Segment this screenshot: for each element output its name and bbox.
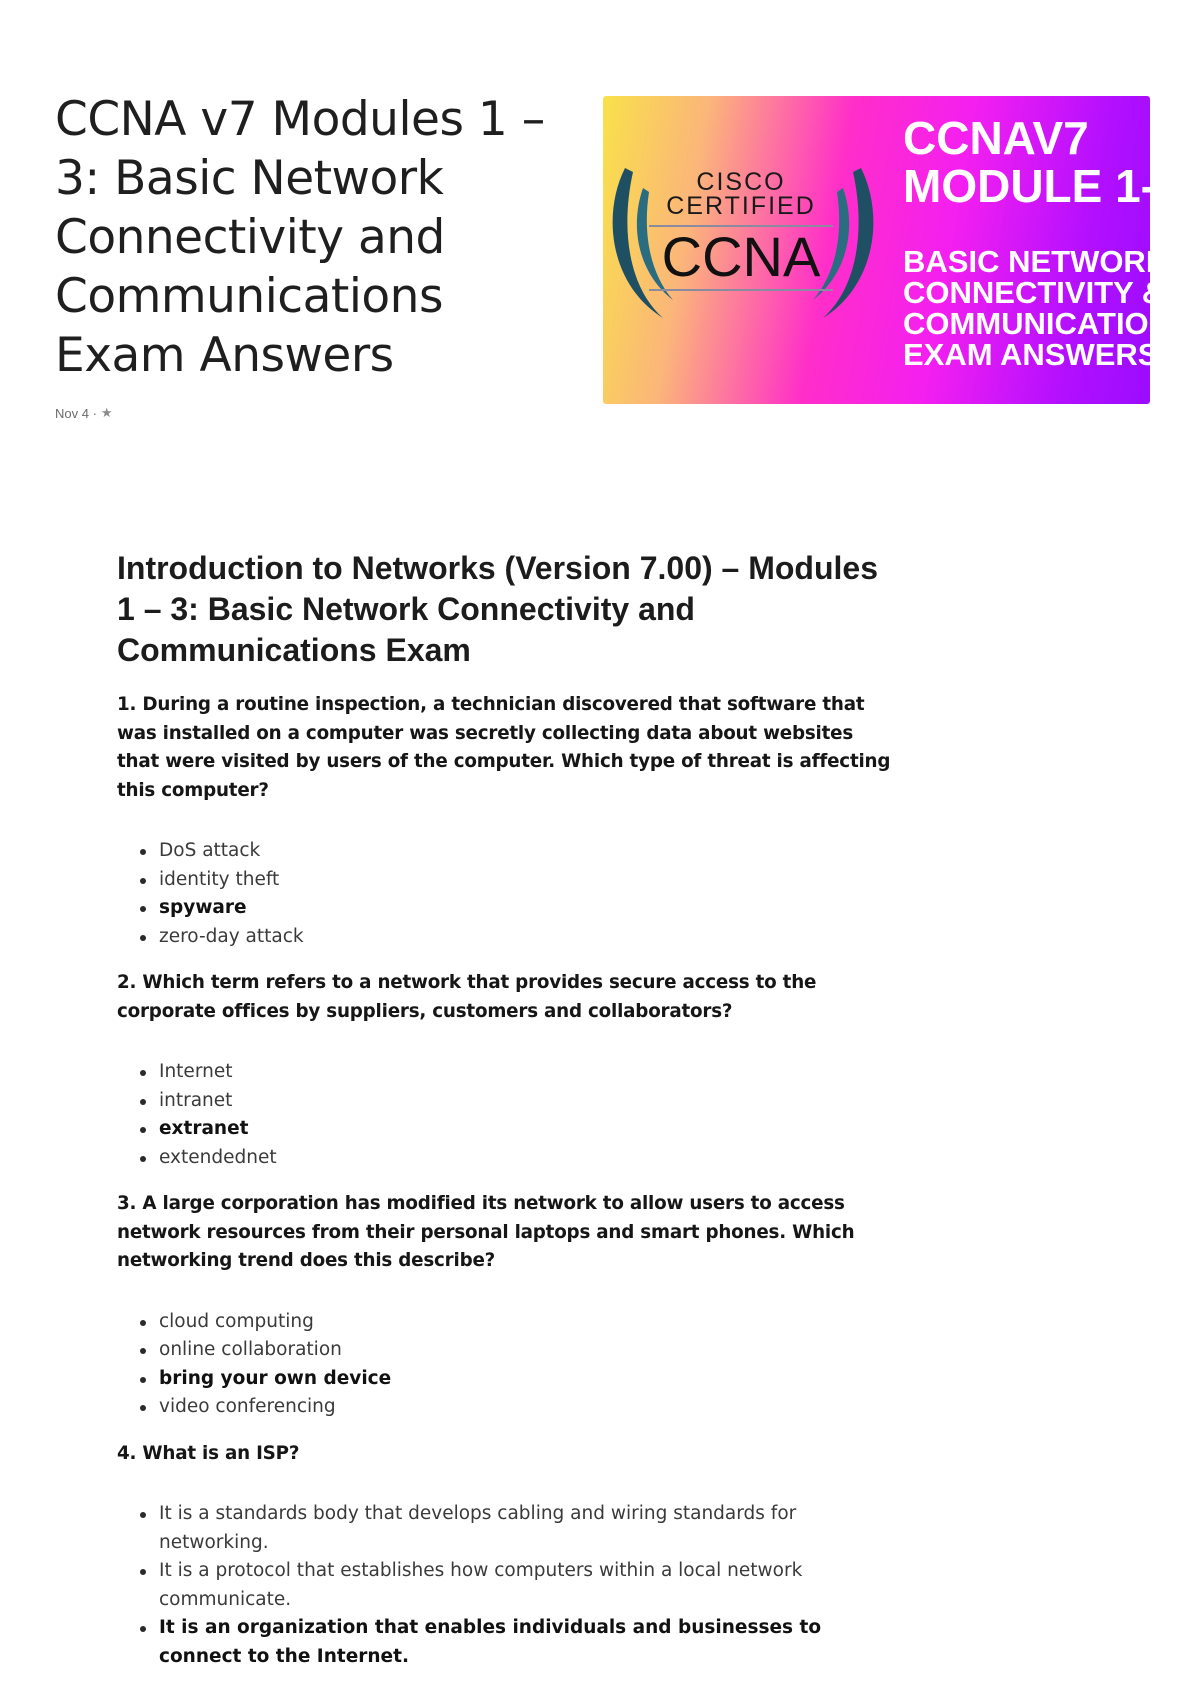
laurel-left-icon: [613, 168, 663, 318]
star-icon[interactable]: ★: [100, 405, 113, 420]
question-text: 1. During a routine inspection, a technician discovered that software that was installed on a computer was secretly collecting data about websites that were visited by users of the computer. Which type of threat is affecting this computer?: [117, 694, 891, 801]
post-date: Nov 4 ·: [55, 405, 97, 421]
hero-big-line2: MODULE 1-3: [903, 160, 1182, 212]
answer-option: intranet: [117, 1087, 897, 1116]
answer-option: Internet: [117, 1058, 897, 1087]
question-block: [117, 969, 897, 1172]
hero-big-line1: CCNAV7: [903, 112, 1089, 164]
correct-answer: It is an organization that enables individuals and businesses to connect to the Internet.: [117, 1614, 897, 1671]
answer-option: zero-day attack: [117, 923, 897, 952]
question-block: [117, 1190, 897, 1422]
post-header: [55, 90, 555, 421]
laurel-right-icon: [823, 168, 873, 318]
answer-option: identity theft: [117, 866, 897, 895]
answer-option: extendednet: [117, 1144, 897, 1173]
correct-answer: extranet: [117, 1115, 897, 1144]
question-text: 4. What is an ISP?: [117, 1442, 300, 1464]
question-text: 3. A large corporation has modified its network to allow users to access network resources from their personal laptops and smart phones. Which networking trend does this describe?: [117, 1193, 855, 1271]
answer-list: [117, 1500, 897, 1671]
answer-list: [117, 1308, 897, 1422]
article-heading: Introduction to Networks (Version 7.00) – Modules 1 – 3: Basic Network Connectivity and Communications Exam: [117, 550, 878, 668]
post-title: CCNA v7 Modules 1 – 3: Basic Network Connectivity and Communications Exam Answers: [55, 92, 545, 383]
logo-line2: CERTIFIED: [666, 192, 816, 220]
answer-list: [117, 1058, 897, 1172]
question-text: 2. Which term refers to a network that provides secure access to the corporate offices by suppliers, customers and collaborators?: [117, 972, 817, 1022]
answer-list: [117, 837, 897, 951]
answer-option: video conferencing: [117, 1393, 897, 1422]
hero-sub-line1: BASIC NETWORK: [903, 244, 1169, 279]
hero-sub-line3: COMMUNICATION: [903, 306, 1172, 341]
answer-option: It is a protocol that establishes how computers within a local network communicate.: [117, 1557, 897, 1614]
question-block: [117, 691, 897, 951]
correct-answer: bring your own device: [117, 1365, 897, 1394]
logo-line1: CISCO: [696, 168, 786, 196]
hero-sub-line2: CONNECTIVITY &: [903, 275, 1165, 310]
answer-option: DoS attack: [117, 837, 897, 866]
article-body: [117, 548, 897, 1689]
correct-answer: spyware: [117, 894, 897, 923]
hero-image: [603, 96, 1182, 404]
logo-main: CCNA: [661, 225, 821, 288]
question-block: [117, 1440, 897, 1672]
answer-option: online collaboration: [117, 1336, 897, 1365]
post-meta: [55, 405, 555, 421]
hero-graphic: [603, 96, 1182, 404]
answer-option: cloud computing: [117, 1308, 897, 1337]
hero-sub-line4: EXAM ANSWERS: [903, 337, 1159, 372]
answer-option: It is a standards body that develops cabling and wiring standards for networking.: [117, 1500, 897, 1557]
